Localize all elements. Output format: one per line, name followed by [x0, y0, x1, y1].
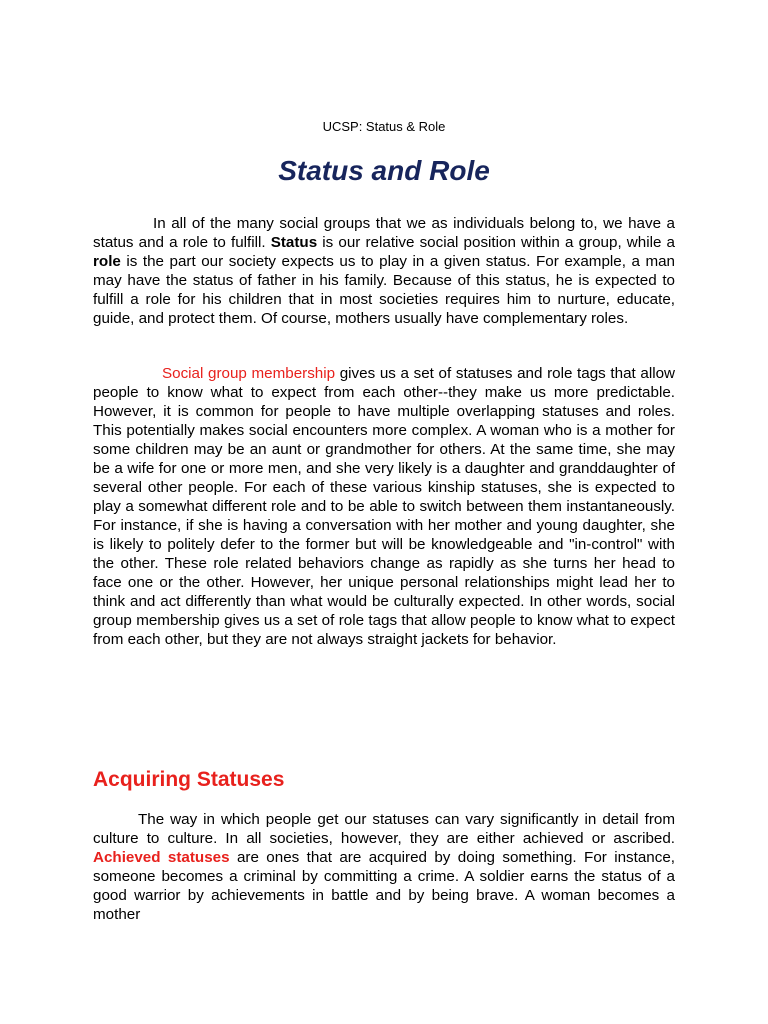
term-status: Status — [270, 234, 318, 251]
term-achieved-statuses: Achieved statuses — [93, 849, 230, 866]
paragraph2-text-1: gives us a set of statuses and role tags that allow people to know what to expect from each other--they make us more predictable. However, it is common for people to have multiple overlapping statuses and roles. This potentially makes social encounters more complex. A woman who is a mother for some children may be an aunt or grandmother for others. At the same time, she may be a wife for one or more men, and she very likely is a daughter and granddaughter of several other people. For each of these various kinship statuses, she is expected to play a somewhat different role and to be able to switch between them instantaneously. For instance, if she is having a conversation with her mother and young daughter, she is likely to politely defer to the former but will be knowledgeable and "in-control" with the other. These role related behaviors change as rapidly as she turns her head to face one or the other. However, her unique personal relationships might lead her to think and act differently than what would be culturally expected. In other words, social group membership gives us a set of role tags that allow people to know what to expect from each other, but they are not always straight jackets for behavior. — [93, 365, 675, 648]
term-social-group-membership: Social group membership — [162, 365, 336, 382]
section-heading-acquiring-statuses: Acquiring Statuses — [93, 768, 285, 791]
paragraph-social-group-membership — [93, 364, 675, 649]
term-role: role — [93, 253, 121, 270]
course-header: UCSP: Status & Role — [322, 119, 446, 134]
paragraph3-text-2: are ones that are acquired by doing something. For instance, someone becomes a criminal by committing a crime. A soldier earns the status of a good warrior by achievements in battle and by being brave. A woman becomes a mother — [93, 849, 676, 923]
paragraph1-text-1: In all of the many social groups that we as individuals belong to, we have a status and a role to fulfill. — [93, 215, 675, 251]
page-title: Status and Role — [278, 155, 490, 186]
paragraph3-text-1: The way in which people get our statuses can vary significantly in detail from culture to culture. In all societies, however, they are either achieved or ascribed. — [93, 811, 675, 847]
paragraph1-text-3: is the part our society expects us to play in a given status. For example, a man may have the status of father in his family. Because of this status, he is expected to fulfill a role for his children that in most societies requires him to nurture, educate, guide, and protect them. Of course, mothers usually have complementary roles. — [93, 253, 675, 327]
paragraph1-text-2: is our relative social position within a group, while a — [317, 234, 675, 251]
paragraph-status-role-intro — [93, 214, 675, 328]
paragraph-acquiring-statuses — [93, 810, 675, 924]
